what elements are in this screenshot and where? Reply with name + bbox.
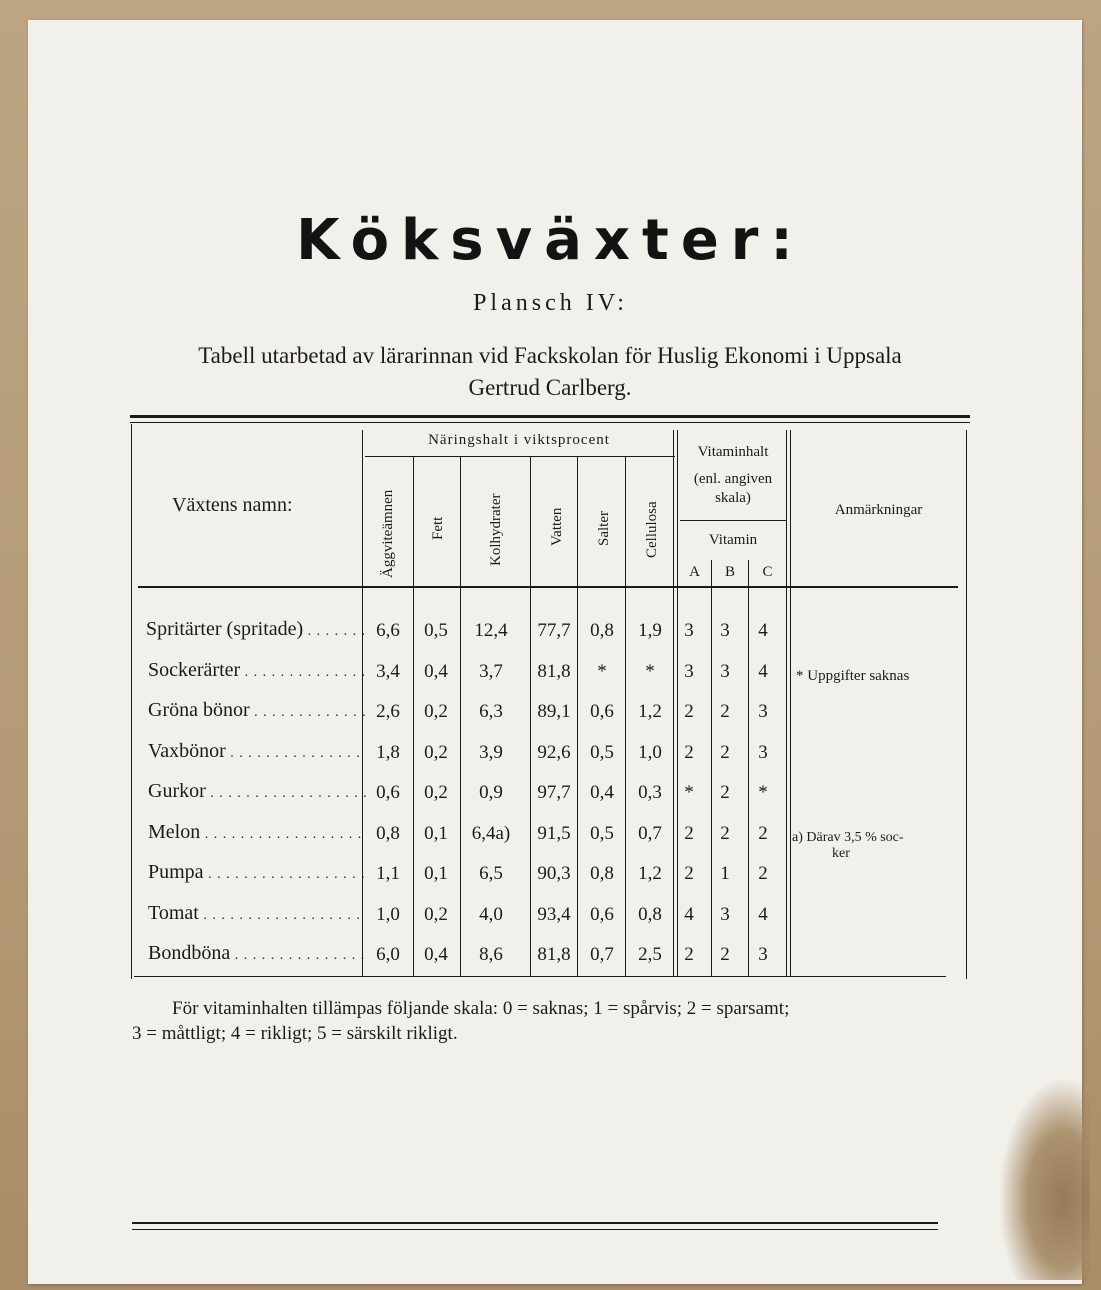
plant-name: Vaxbönor . . . [148, 740, 366, 763]
nutrition-value: 0,4 [424, 944, 448, 965]
nutrition-value: 0,5 [590, 823, 614, 844]
nutrition-value: 0,6 [590, 701, 614, 722]
nutrition-value: 3,7 [479, 661, 503, 682]
vitamin-value: 2 [684, 944, 694, 965]
description-line-1: Tabell utarbetad av lärarinnan vid Fackskolan för Huslig Ekonomi i Uppsala [198, 343, 902, 368]
nutrition-value: 81,8 [537, 661, 571, 682]
vitamin-value: 2 [720, 782, 730, 803]
footnote-line-1: För vitaminhalten tillämpas följande skala: 0 = saknas; 1 = spårvis; 2 = sparsamt; [172, 998, 790, 1019]
nutrition-value: 1,9 [638, 620, 662, 641]
nutrition-value: 0,8 [638, 904, 662, 925]
table-bottom-rule [134, 976, 946, 977]
vitamin-value: 2 [720, 742, 730, 763]
nutrition-value: 3,4 [376, 661, 400, 682]
vitamin-subheader: Vitamin [708, 532, 758, 548]
nutrition-value: 3,9 [479, 742, 503, 763]
plate-subtitle: Plansch IV: [473, 290, 628, 316]
col-header-fett: Fett [430, 516, 446, 540]
nutrition-value: 6,4a) [471, 823, 511, 844]
plant-name: Pumpa . . . [148, 861, 366, 884]
nutrition-value: 0,5 [590, 742, 614, 763]
remark-missing-data: * Uppgifter saknas [796, 668, 910, 684]
nutrition-value: 0,1 [424, 823, 448, 844]
nutrition-value: 12,4 [474, 620, 508, 641]
vitamin-value: 4 [684, 904, 694, 925]
col-header-kolhydrater: Kolhydrater [488, 493, 504, 566]
nutrition-value: 0,3 [638, 782, 662, 803]
nutrition-value: 0,7 [638, 823, 662, 844]
nutrition-value: 1,0 [638, 742, 662, 763]
vitamin-value: 2 [684, 823, 694, 844]
remark-a-line-1: a) Därav 3,5 % soc- [792, 830, 904, 845]
nutrition-value: 0,5 [424, 620, 448, 641]
vitamin-header-line-1: Vitaminhalt [697, 444, 769, 460]
nutrition-value: 97,7 [537, 782, 571, 803]
vitamin-header-line-3: skala) [715, 490, 751, 506]
vitamin-header-rule [680, 520, 786, 521]
plant-name: Gröna bönor . . . [148, 699, 366, 722]
plant-name: Bondböna . . . [148, 942, 366, 965]
nutrition-value: * [597, 661, 607, 682]
vitamin-value: 4 [758, 620, 768, 641]
vitamin-value: 3 [720, 620, 730, 641]
bottom-rule-2 [132, 1229, 938, 1230]
nutrition-value: 0,9 [479, 782, 503, 803]
vitamin-value: 2 [684, 863, 694, 884]
plant-name: Melon . . . [148, 821, 366, 844]
col-header-aggviteamnen: Äggviteämnen [380, 489, 396, 578]
vitamin-value: 3 [720, 904, 730, 925]
vitamin-value: 3 [684, 661, 694, 682]
nutrition-value: 1,0 [376, 904, 400, 925]
nutrition-value: 0,2 [424, 904, 448, 925]
name-column-header: Växtens namn: [172, 494, 293, 516]
nutrition-value: 91,5 [537, 823, 571, 844]
vitamin-col-b: B [724, 564, 735, 580]
header-bottom-rule [138, 586, 958, 588]
nutrition-value: 93,4 [537, 904, 571, 925]
nutrition-value: 0,2 [424, 701, 448, 722]
vitamin-col-a: A [689, 564, 700, 580]
nutrition-value: 1,2 [638, 863, 662, 884]
nutrition-value: 81,8 [537, 944, 571, 965]
table-description [100, 340, 1000, 404]
vitamin-value: 2 [684, 742, 694, 763]
nutrition-value: 90,3 [537, 863, 571, 884]
vitamin-value: 3 [758, 742, 768, 763]
bottom-rule-1 [132, 1222, 938, 1224]
nutrition-value: 0,4 [590, 782, 614, 803]
nutrition-value: 6,0 [376, 944, 400, 965]
nutrition-value: 1,8 [376, 742, 400, 763]
plant-name: Sockerärter . . . [148, 659, 366, 682]
description-line-2: Gertrud Carlberg. [468, 375, 632, 400]
table-left-border [131, 424, 132, 979]
plant-name: Gurkor . . . [148, 780, 366, 803]
nutrition-value: * [645, 661, 655, 682]
nutrition-value: 0,7 [590, 944, 614, 965]
nutrition-group-header: Näringshalt i viktsprocent [428, 432, 610, 448]
remark-a-line-2: ker [832, 846, 850, 861]
table-right-border [966, 430, 967, 979]
vitamin-value: * [684, 782, 694, 803]
paper-wear-stain [1000, 1080, 1090, 1280]
vitamin-value: 2 [684, 701, 694, 722]
vitamin-col-c: C [762, 564, 773, 580]
vitamin-scale-footnote [132, 996, 952, 1046]
nutrition-value: 0,2 [424, 742, 448, 763]
nutrition-value: 1,2 [638, 701, 662, 722]
plant-name: Spritärter (spritade) . . . [146, 618, 364, 641]
col-header-cellulosa: Cellulosa [644, 501, 660, 558]
nutrition-value: 0,4 [424, 661, 448, 682]
nutrition-value: 6,6 [376, 620, 400, 641]
vitamin-value: * [758, 782, 768, 803]
table-top-rule-thick [130, 415, 970, 418]
plant-name: Tomat . . . [148, 902, 366, 925]
nutrition-value: 2,6 [376, 701, 400, 722]
nutrition-value: 6,5 [479, 863, 503, 884]
nutrition-value: 0,1 [424, 863, 448, 884]
nutrition-value: 0,8 [590, 620, 614, 641]
vitamin-value: 3 [720, 661, 730, 682]
nutrition-value: 89,1 [537, 701, 571, 722]
vitamin-header-line-2: (enl. angiven [693, 471, 773, 487]
vitamin-value: 3 [758, 701, 768, 722]
remarks-header: Anmärkningar [834, 502, 923, 518]
page-title: Köksväxter: [296, 208, 805, 273]
nutrition-value: 2,5 [638, 944, 662, 965]
nutrition-value: 0,6 [376, 782, 400, 803]
vitamin-value: 2 [720, 823, 730, 844]
vitamin-value: 4 [758, 904, 768, 925]
nutrition-header-rule [365, 456, 675, 457]
col-header-vatten: Vatten [549, 507, 565, 546]
nutrition-value: 0,6 [590, 904, 614, 925]
vitamin-value: 3 [684, 620, 694, 641]
footnote-line-2: 3 = måttligt; 4 = rikligt; 5 = särskilt rikligt. [132, 1023, 458, 1044]
nutrition-value: 0,2 [424, 782, 448, 803]
col-header-salter: Salter [596, 511, 612, 546]
vitamin-value: 3 [758, 944, 768, 965]
nutrition-value: 0,8 [376, 823, 400, 844]
nutrition-value: 8,6 [479, 944, 503, 965]
table-top-rule-thin [130, 422, 970, 423]
vitamin-value: 2 [720, 701, 730, 722]
nutrition-value: 6,3 [479, 701, 503, 722]
nutrition-value: 1,1 [376, 863, 400, 884]
vitamin-value: 2 [758, 823, 768, 844]
nutrition-value: 92,6 [537, 742, 571, 763]
vitamin-value: 2 [758, 863, 768, 884]
nutrition-value: 77,7 [537, 620, 571, 641]
vitamin-value: 4 [758, 661, 768, 682]
vitamin-value: 2 [720, 944, 730, 965]
vitamin-value: 1 [720, 863, 730, 884]
nutrition-value: 0,8 [590, 863, 614, 884]
nutrition-value: 4,0 [479, 904, 503, 925]
